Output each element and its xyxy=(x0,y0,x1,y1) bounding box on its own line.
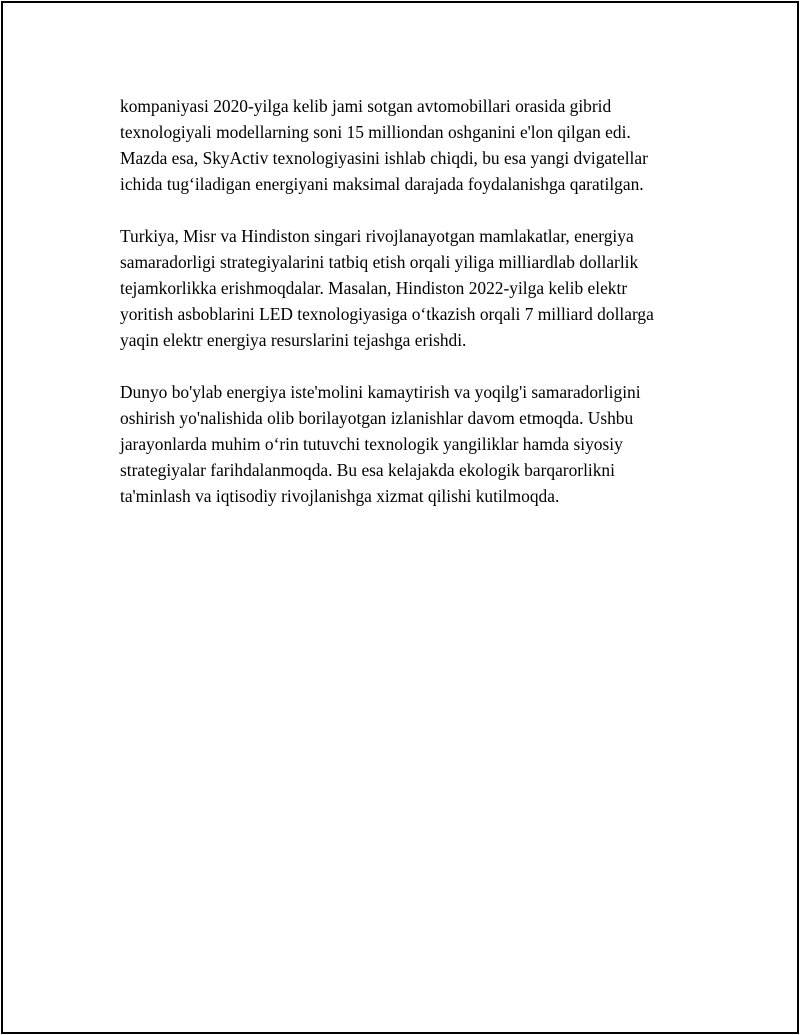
text-line: kompaniyasi 2020-yilga kelib jami sotgan avtomobillari orasida gibrid xyxy=(120,96,612,116)
document-body xyxy=(120,93,700,535)
text-line: yaqin elektr energiya resurslarini tejashga erishdi. xyxy=(120,330,467,350)
text-line: Dunyo bo'ylab energiya iste'molini kamaytirish va yoqilg'i samaradorligini xyxy=(120,382,641,402)
paragraph-1 xyxy=(120,93,700,197)
text-line: ta'minlash va iqtisodiy rivojlanishga xizmat qilishi kutilmoqda. xyxy=(120,486,560,506)
text-line: yoritish asboblarini LED texnologiyasiga o‘tkazish orqali 7 milliard dollarga xyxy=(120,304,654,324)
text-line: oshirish yo'nalishida olib borilayotgan izlanishlar davom etmoqda. Ushbu xyxy=(120,408,634,428)
text-line: ichida tug‘iladigan energiyani maksimal darajada foydalanishga qaratilgan. xyxy=(120,174,644,194)
paragraph-3 xyxy=(120,379,700,509)
text-line: texnologiyali modellarning soni 15 milliondan oshganini e'lon qilgan edi. xyxy=(120,122,631,142)
text-line: samaradorligi strategiyalarini tatbiq etish orqali yiliga milliardlab dollarlik xyxy=(120,252,639,272)
text-line: Turkiya, Misr va Hindiston singari rivojlanayotgan mamlakatlar, energiya xyxy=(120,226,634,246)
paragraph-2 xyxy=(120,223,700,353)
text-line: jarayonlarda muhim o‘rin tutuvchi texnologik yangiliklar hamda siyosiy xyxy=(120,434,623,454)
text-line: Mazda esa, SkyActiv texnologiyasini ishlab chiqdi, bu esa yangi dvigatellar xyxy=(120,148,648,168)
page-frame xyxy=(1,1,799,1034)
text-line: tejamkorlikka erishmoqdalar. Masalan, Hindiston 2022-yilga kelib elektr xyxy=(120,278,628,298)
text-line: strategiyalar farihdalanmoqda. Bu esa kelajakda ekologik barqarorlikni xyxy=(120,460,615,480)
